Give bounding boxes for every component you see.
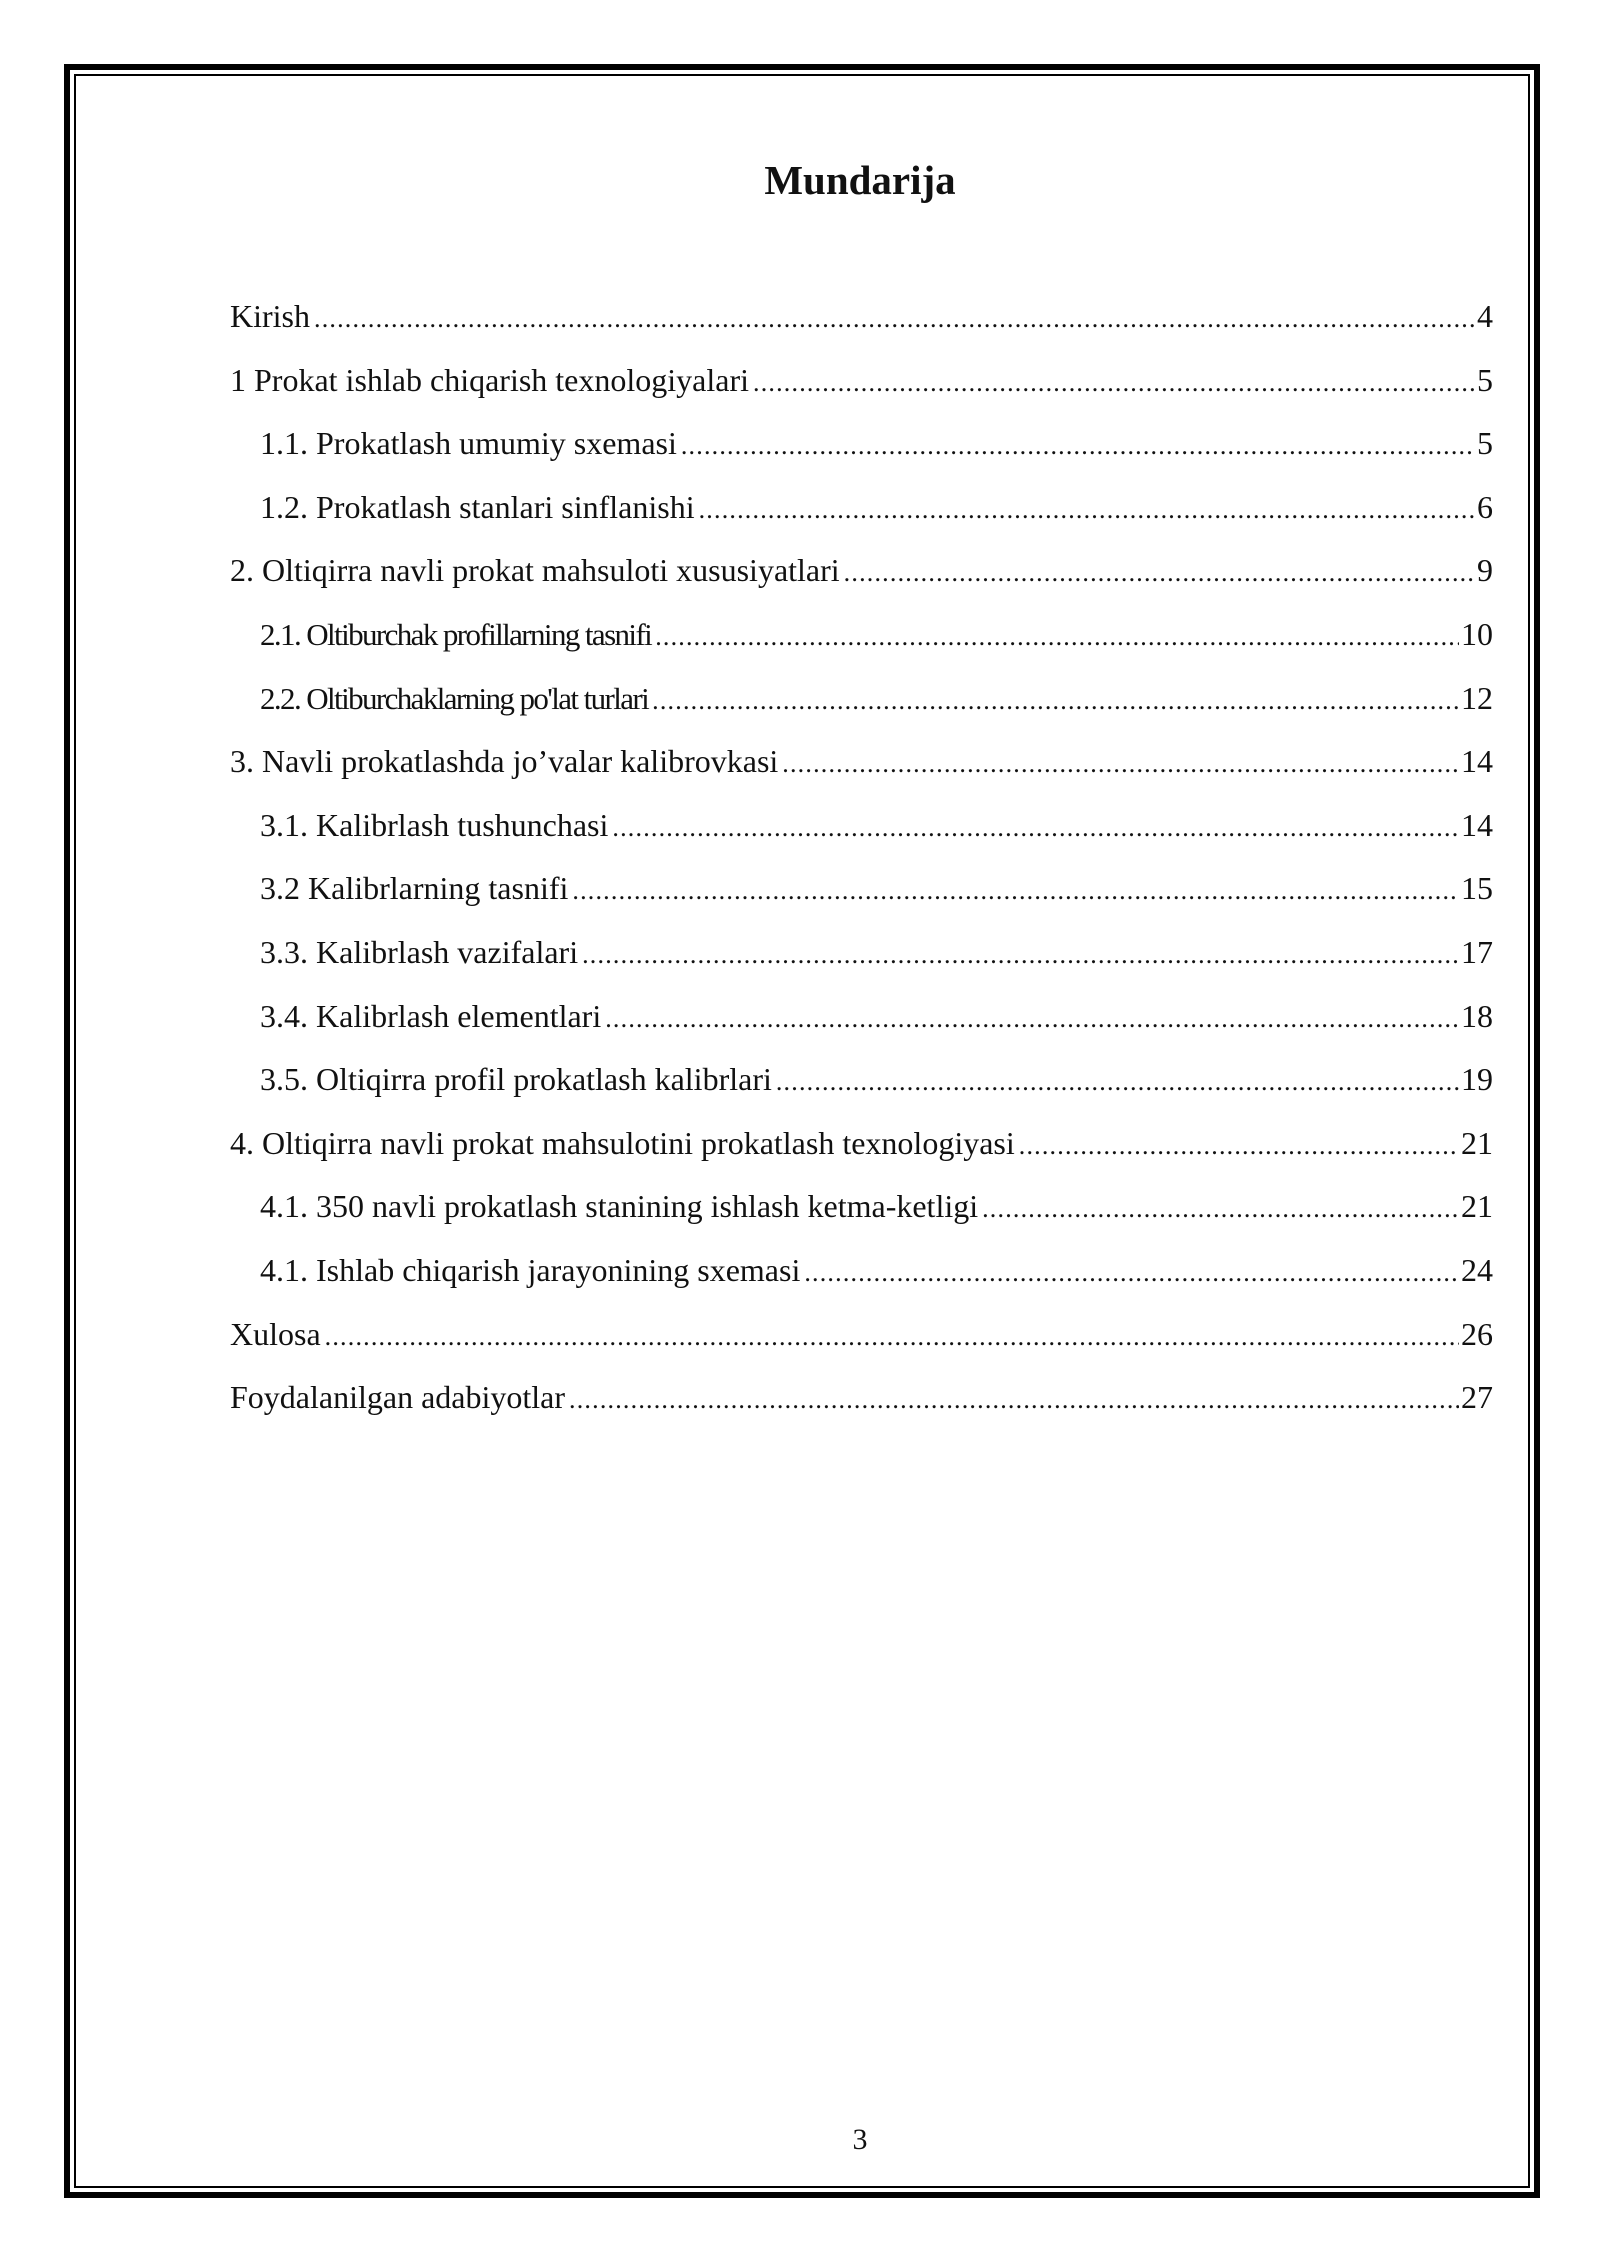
toc-entry-page: 21	[1461, 1188, 1493, 1225]
toc-entry-page: 12	[1461, 679, 1493, 716]
toc-entry[interactable]	[230, 476, 1493, 540]
toc-entry-label: 1.2. Prokatlash stanlari sinflanishi	[260, 488, 695, 525]
toc-entry-page: 26	[1461, 1315, 1493, 1352]
toc-dot-leader	[844, 541, 1475, 605]
toc-entry-page: 27	[1461, 1379, 1493, 1416]
toc-dot-leader	[699, 478, 1475, 542]
toc-entry-page: 15	[1461, 870, 1493, 907]
toc-entry-label: 1 Prokat ishlab chiqarish texnologiyalari	[230, 361, 749, 398]
toc-dot-leader	[1019, 1114, 1459, 1178]
toc-entry[interactable]	[230, 1048, 1493, 1112]
toc-entry[interactable]	[230, 1175, 1493, 1239]
toc-dot-leader	[782, 732, 1459, 796]
toc-dot-leader	[652, 669, 1459, 733]
toc-entry[interactable]	[230, 1112, 1493, 1176]
toc-entry-page: 14	[1461, 743, 1493, 780]
toc-dot-leader	[753, 351, 1475, 415]
toc-dot-leader	[605, 987, 1459, 1051]
toc-entry-page: 19	[1461, 1061, 1493, 1098]
toc-dot-leader	[325, 1305, 1459, 1369]
toc-entry-label: 4. Oltiqirra navli prokat mahsulotini prokatlash texnologiyasi	[230, 1124, 1015, 1161]
toc-entry-label: 1.1. Prokatlash umumiy sxemasi	[260, 425, 677, 462]
page-title: Mundarija	[764, 157, 956, 203]
toc-dot-leader	[804, 1241, 1459, 1305]
toc-entry-label: 2.1. Oltiburchak profillarning tasnifi	[260, 616, 652, 652]
toc-entry-page: 9	[1477, 552, 1493, 589]
toc-entry[interactable]	[230, 794, 1493, 858]
toc-entry[interactable]	[230, 412, 1493, 476]
toc-entry-page: 24	[1461, 1251, 1493, 1288]
toc-entry-page: 6	[1477, 488, 1493, 525]
toc-entry-label: 3.1. Kalibrlash tushunchasi	[260, 806, 609, 843]
table-of-contents	[230, 285, 1493, 1430]
toc-entry-label: 3.4. Kalibrlash elementlari	[260, 997, 602, 1034]
toc-dot-leader	[982, 1177, 1459, 1241]
toc-entry[interactable]	[230, 667, 1493, 731]
page-number: 3	[852, 2123, 868, 2156]
toc-entry-page: 14	[1461, 806, 1493, 843]
toc-entry-label: Xulosa	[230, 1315, 321, 1352]
toc-dot-leader	[776, 1050, 1459, 1114]
toc-entry-page: 10	[1461, 615, 1493, 652]
toc-entry-page: 18	[1461, 997, 1493, 1034]
toc-entry-label: 3. Navli prokatlashda jo’valar kalibrovkasi	[230, 743, 779, 780]
toc-entry-label: Kirish	[230, 298, 310, 334]
toc-dot-leader	[569, 1368, 1459, 1432]
toc-entry[interactable]	[230, 603, 1493, 667]
toc-entry[interactable]	[230, 857, 1493, 921]
toc-entry[interactable]	[230, 1239, 1493, 1303]
toc-entry[interactable]	[230, 921, 1493, 985]
toc-entry-label: 4.1. Ishlab chiqarish jarayonining sxemasi	[260, 1251, 801, 1288]
toc-dot-leader	[655, 605, 1459, 669]
toc-dot-leader	[681, 414, 1475, 478]
toc-entry[interactable]	[230, 1366, 1493, 1430]
toc-entry-label: 4.1. 350 navli prokatlash stanining ishlash ketma-ketligi	[260, 1188, 979, 1225]
toc-entry[interactable]	[230, 1303, 1493, 1367]
toc-entry[interactable]	[230, 539, 1493, 603]
toc-entry[interactable]	[230, 985, 1493, 1049]
toc-entry-page: 4	[1477, 298, 1493, 334]
toc-dot-leader	[612, 796, 1459, 860]
toc-entry-page: 17	[1461, 933, 1493, 970]
toc-entry-label: 2.2. Oltiburchaklarning po'lat turlari	[260, 680, 649, 716]
toc-entry-label: 3.5. Oltiqirra profil prokatlash kalibrlari	[260, 1061, 772, 1098]
toc-entry[interactable]	[230, 285, 1493, 349]
toc-entry[interactable]	[230, 730, 1493, 794]
toc-entry-label: Foydalanilgan adabiyotlar	[230, 1379, 566, 1416]
toc-entry-label: 3.2 Kalibrlarning tasnifi	[260, 870, 569, 907]
toc-entry-page: 21	[1461, 1124, 1493, 1161]
toc-entry-page: 5	[1477, 425, 1493, 462]
toc-dot-leader	[572, 859, 1459, 923]
toc-entry-label: 2. Oltiqirra navli prokat mahsuloti xususiyatlari	[230, 552, 840, 589]
toc-entry-label: 3.3. Kalibrlash vazifalari	[260, 933, 579, 970]
toc-dot-leader	[582, 923, 1459, 987]
toc-dot-leader	[314, 287, 1475, 351]
toc-entry-page: 5	[1477, 361, 1493, 398]
toc-entry[interactable]	[230, 349, 1493, 413]
